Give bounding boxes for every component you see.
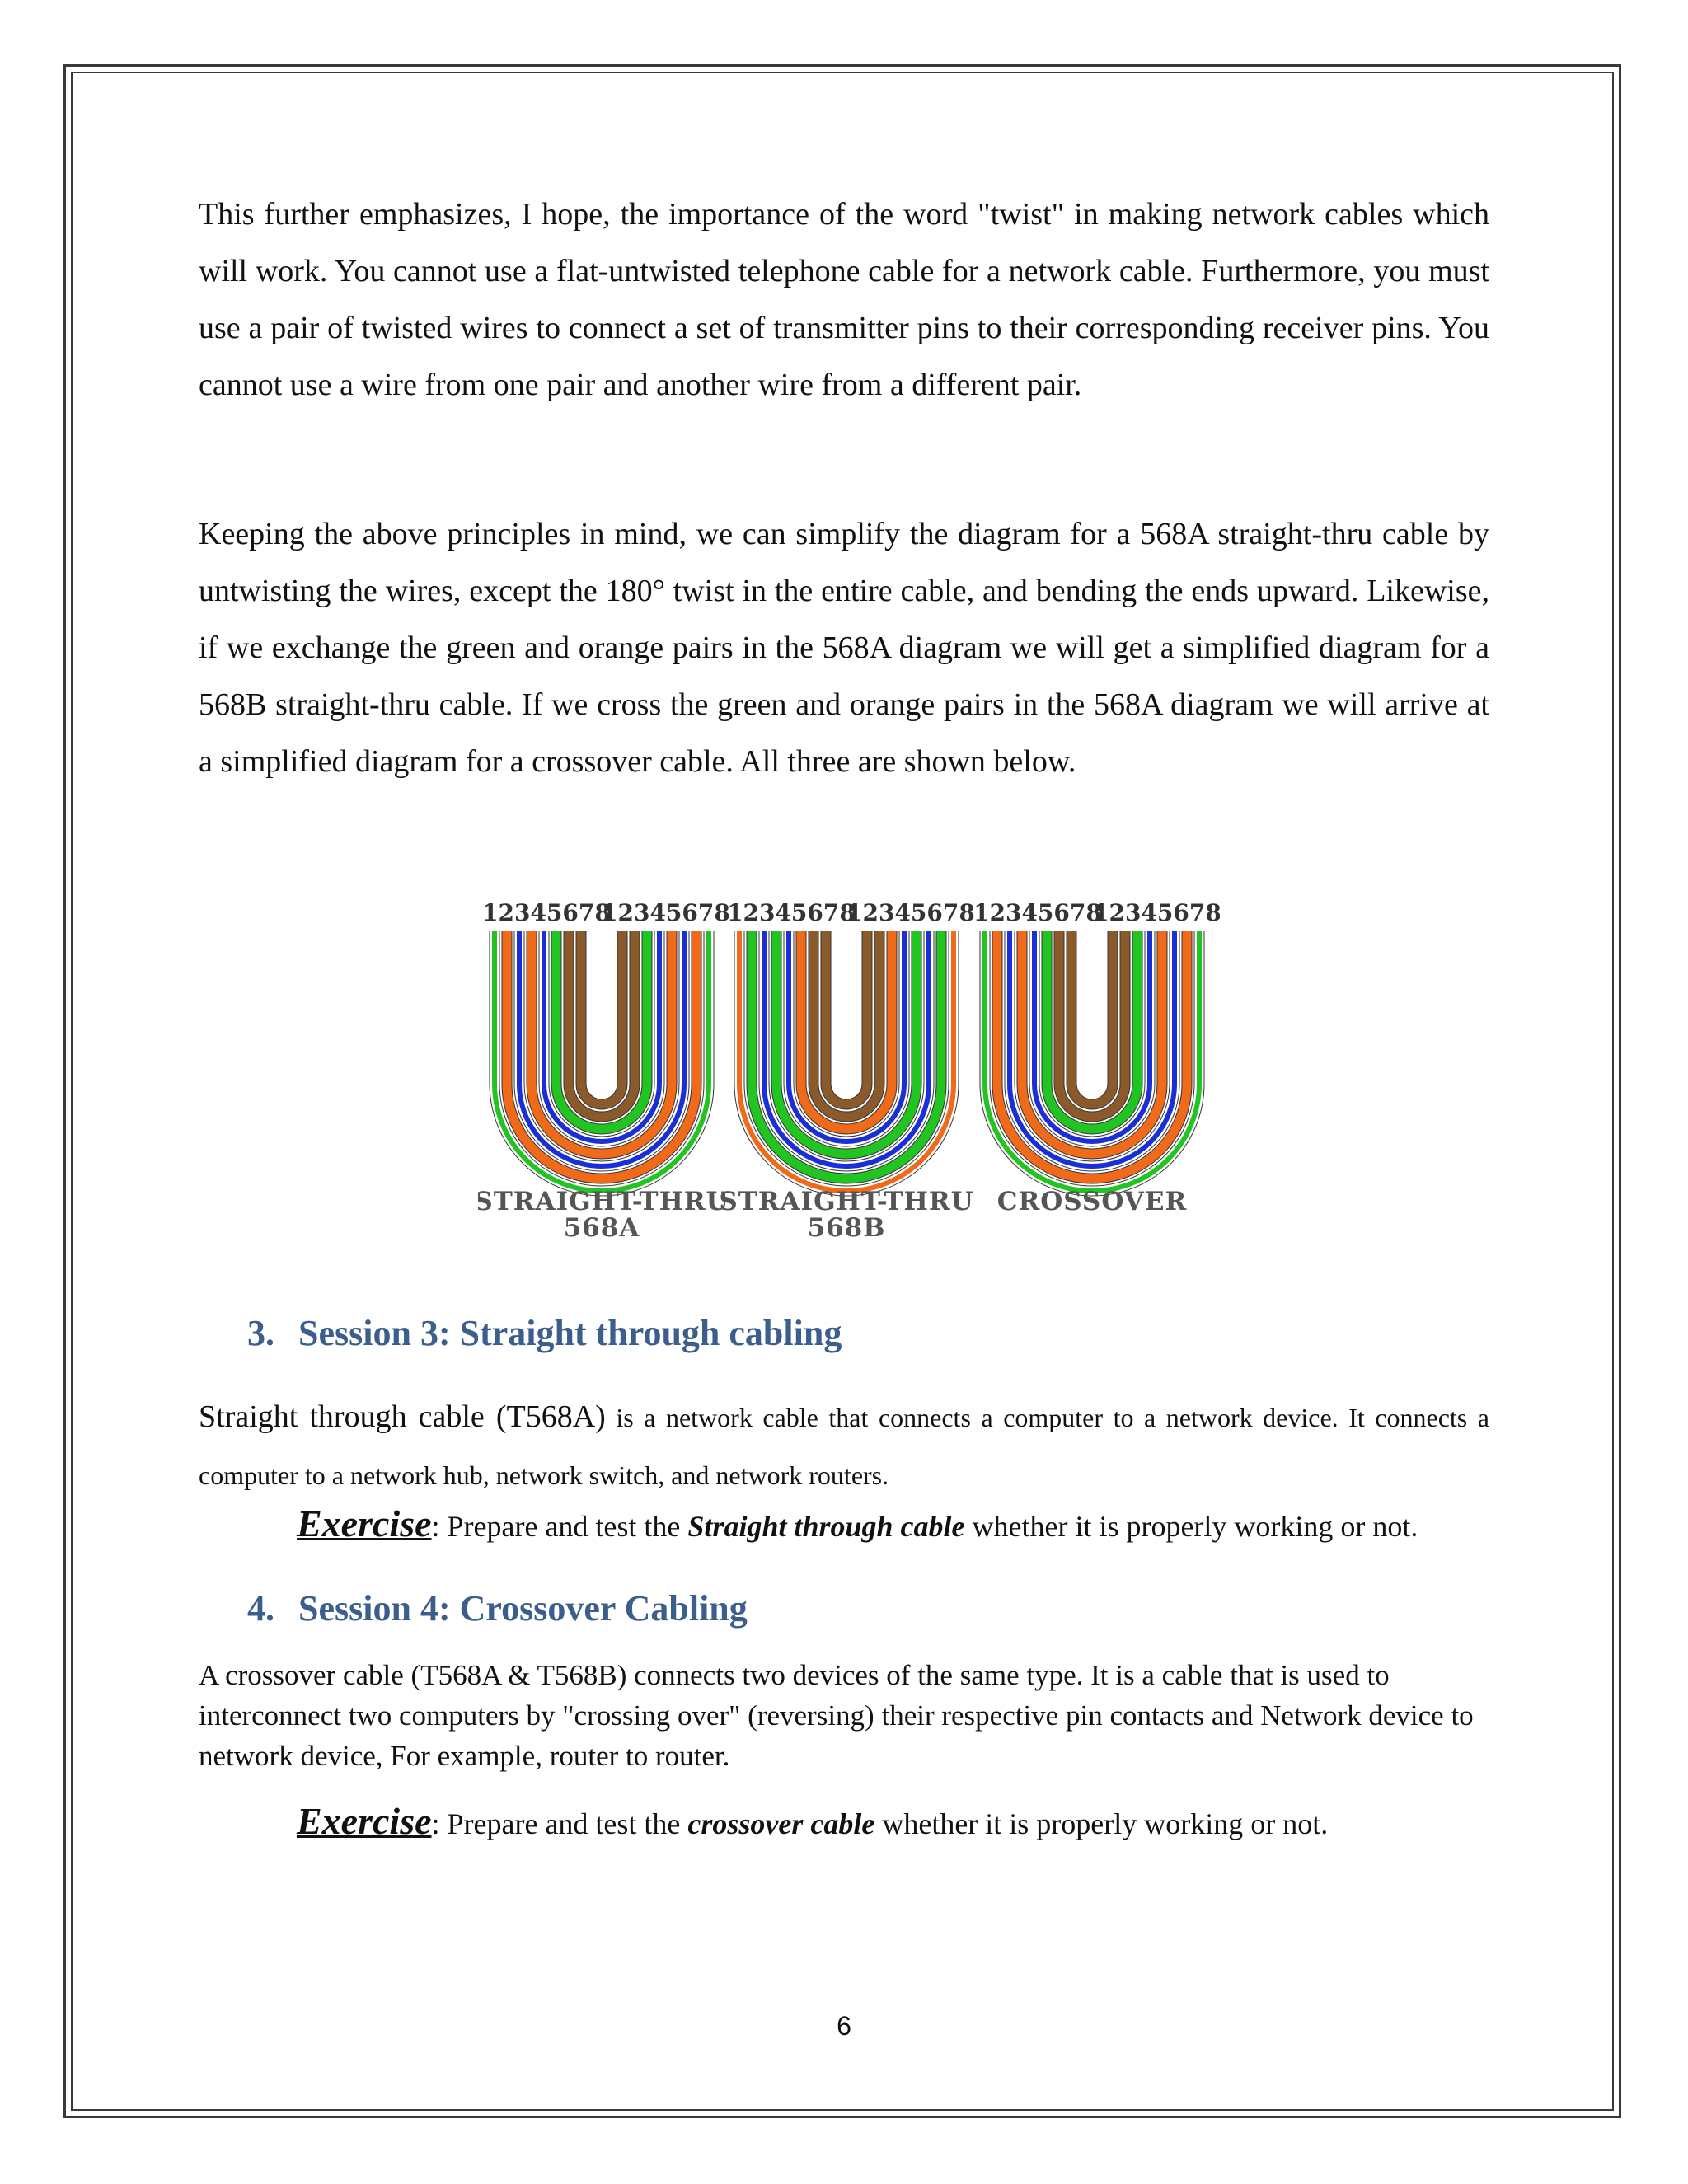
caption-straight-thru-568b: STRAIGHT-THRU [719,1187,974,1216]
cable-diagram-3 [985,931,1199,1191]
pin-label-5: 12345678 [973,899,1102,926]
session-4-exercise-pre: : Prepare and test the [431,1807,688,1840]
caption-crossover: CROSSOVER [996,1187,1188,1216]
caption-568b: 568B [807,1213,886,1243]
session-3-exercise [297,1502,1418,1545]
session-4-description: A crossover cable (T568A & T568B) connects two devices of the same type. It is a cable that is used to interconnect two computers by "crossing over" (reversing) their respective pin contacts and Network device to network device, For example, router to router. [199,1659,1474,1772]
session-4-exercise [297,1799,1328,1843]
page-number: 6 [837,2011,851,2041]
pin-label-6: 12345678 [1093,899,1220,926]
cable-diagram-1 [495,931,709,1191]
pin-label-2: 12345678 [602,899,730,926]
session-3-exercise-pre: : Prepare and test the [431,1510,688,1543]
session-3-description-lead: Straight through cable (T568A) [199,1399,606,1434]
caption-straight-thru-568a: STRAIGHT-THRU [478,1187,729,1216]
paragraph-twist-importance: This further emphasizes, I hope, the importance of the word "twist" in making network cables which will work. You cannot use a flat-untwisted telephone cable for a network cable. Furthermore, you must use a pair of twisted wires to connect a set of transmitter pins to their corresponding receiver pins. You cannot use a wire from one pair and another wire from a different pair. [199,197,1489,402]
cable-diagram-2 [739,931,954,1191]
caption-568a: 568A [563,1213,640,1243]
pin-label-3: 12345678 [727,899,856,926]
session-4-title: Session 4: Crossover Cabling [298,1588,748,1629]
session-4-exercise-emphasis: crossover cable [687,1807,875,1840]
session-3-exercise-label: Exercise [297,1502,432,1544]
session-4-exercise-label: Exercise [297,1800,432,1842]
session-3-description-rest: is a network cable that connects a computer to a network device. It connects a computer to a network hub, network switch, and network routers. [199,1403,1489,1490]
cable-wiring-diagram [478,894,1220,1257]
session-4-heading [247,1584,748,1633]
session-3-number: 3. [247,1313,274,1353]
wire-brown [581,931,622,1104]
cable-wiring-figure [478,894,1220,1257]
session-3-title: Session 3: Straight through cabling [298,1313,842,1353]
session-4-exercise-post: whether it is properly working or not. [874,1807,1329,1840]
paragraph-simplified-diagram: Keeping the above principles in mind, we can simplify the diagram for a 568A straight-thru cable by untwisting the wires, except the 180° twist in the entire cable, and bending the ends upward. Likewise, if we exchange the green and orange pairs in the 568A diagram we will get a simplified diagram for a 568B straight-thru cable. If we cross the green and orange pairs in the 568A diagram we will arrive at a simplified diagram for a crossover cable. All three are shown below. [199,517,1489,779]
wire-outline [581,931,622,1104]
wire-brown [826,931,867,1104]
pin-label-4: 12345678 [846,899,975,926]
session-3-description [199,1389,1489,1504]
wire-outline [1071,931,1113,1104]
session-3-heading [247,1309,842,1358]
session-4-number: 4. [247,1588,274,1629]
wire-outline [826,931,867,1104]
pin-label-1: 12345678 [482,899,611,926]
session-3-exercise-post: whether it is properly working or not. [964,1510,1418,1543]
wire-brown [1071,931,1113,1104]
session-3-exercise-emphasis: Straight through cable [687,1510,965,1543]
